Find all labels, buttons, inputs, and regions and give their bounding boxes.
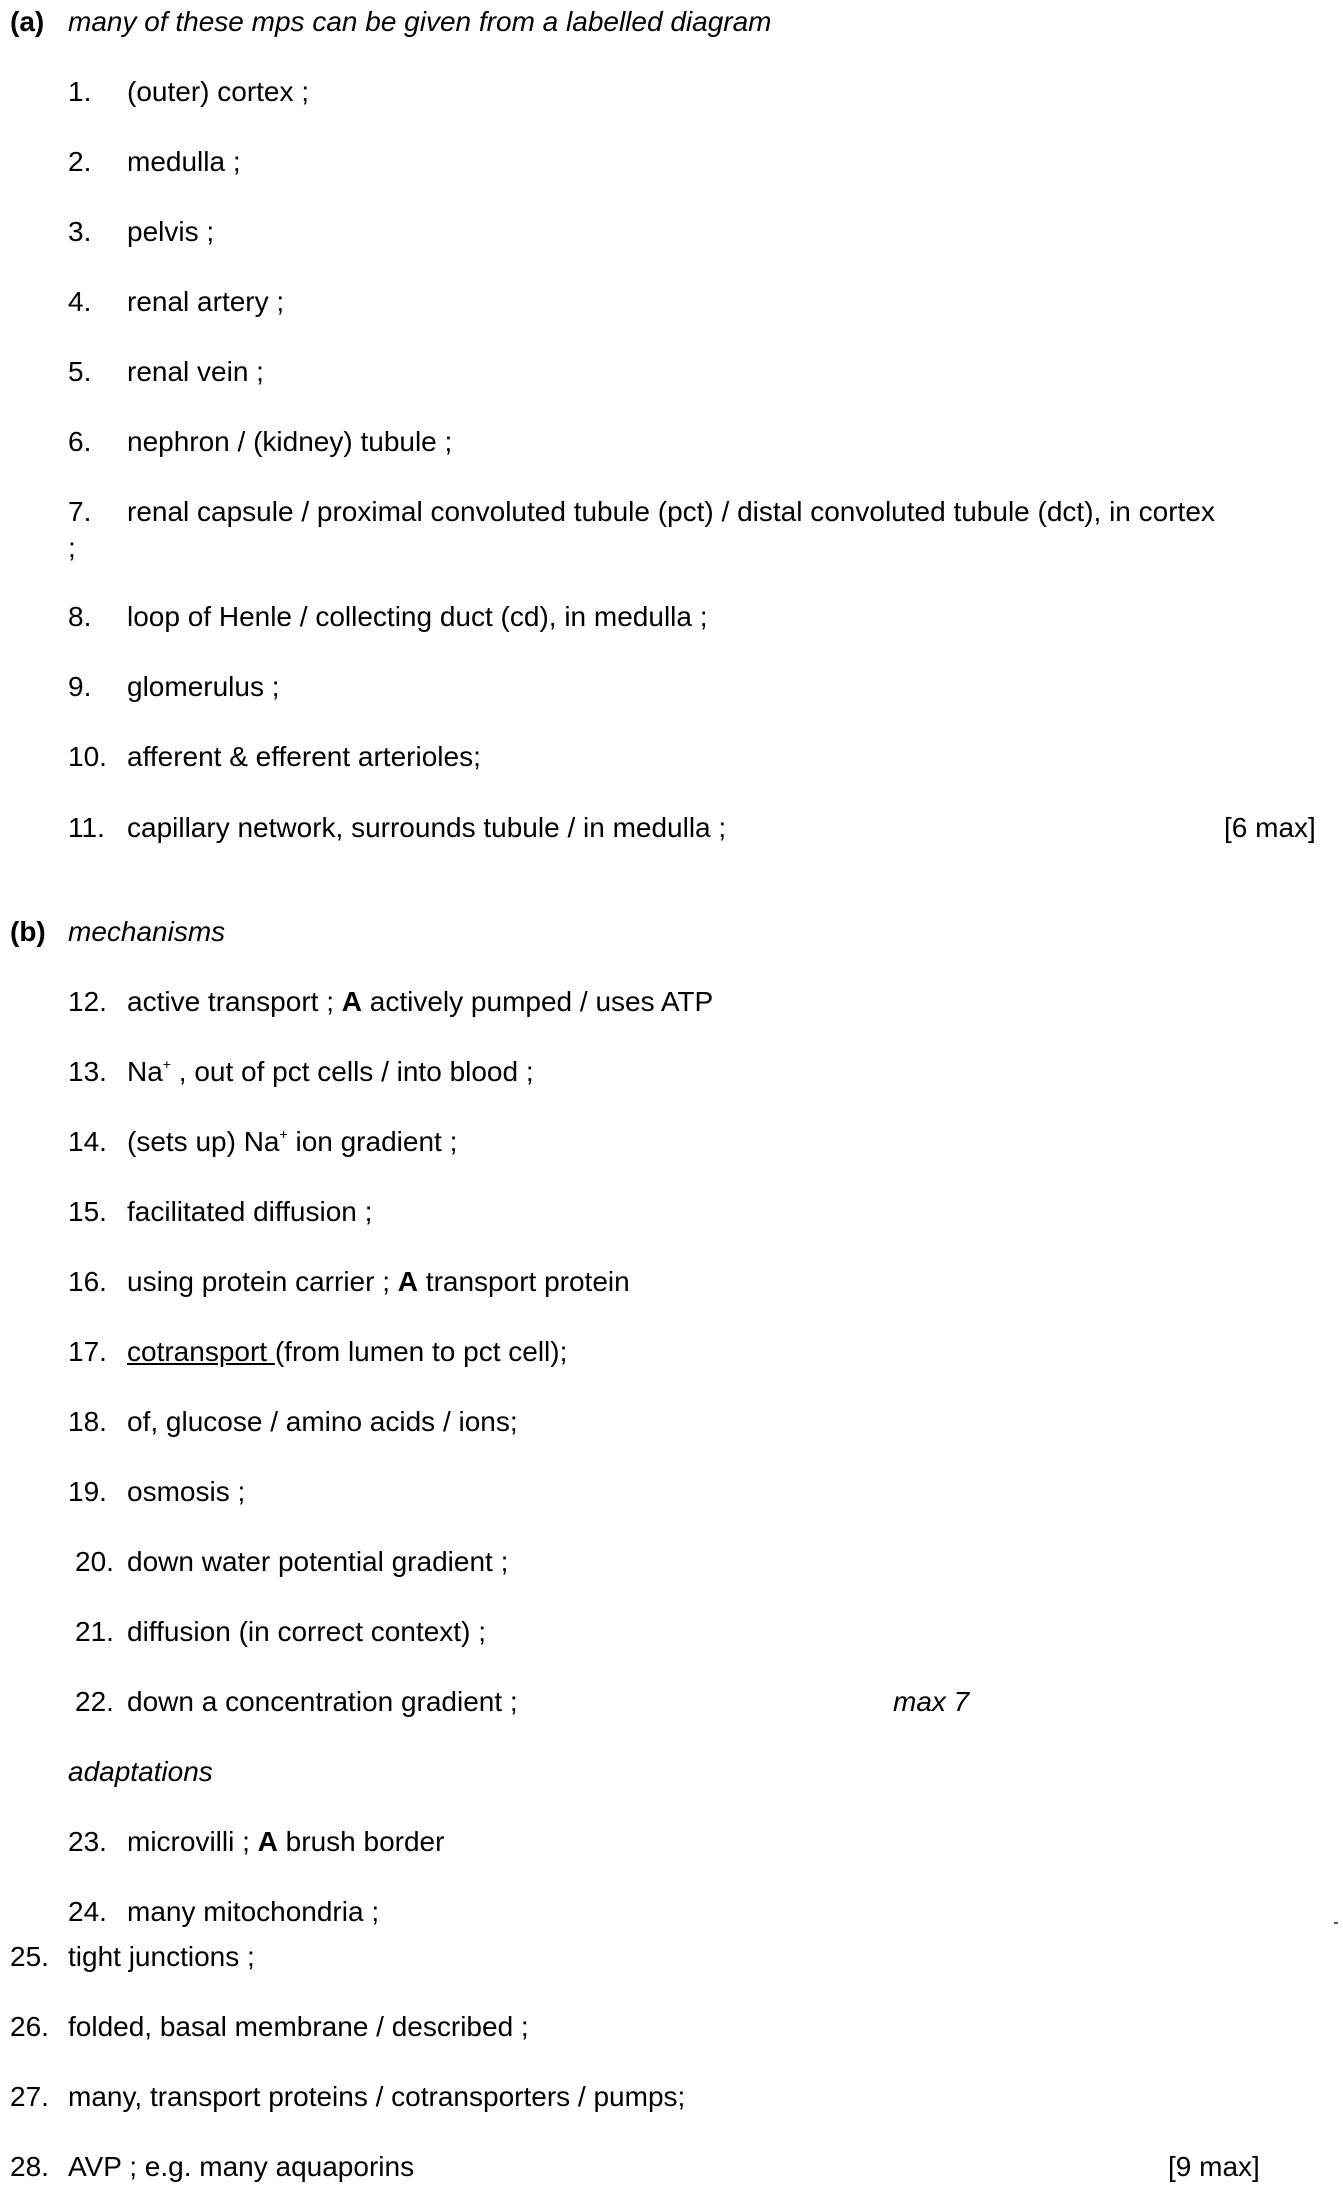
item-text: down water potential gradient ;: [127, 1546, 509, 1577]
part-b-max-mark: [9 max]: [1168, 2151, 1260, 2182]
item-text: (sets up) Na+ ion gradient ;: [127, 1126, 458, 1157]
item-number: 1.: [68, 76, 92, 107]
item-text: Na+ , out of pct cells / into blood ;: [127, 1056, 534, 1087]
item-number: 15.: [68, 1196, 107, 1227]
accept-marker: A: [397, 1266, 419, 1297]
item-number: 23.: [68, 1826, 107, 1857]
part-a-label: (a): [10, 6, 45, 37]
item-number: 6.: [68, 426, 92, 457]
accept-marker: A: [341, 986, 362, 1017]
item-number: 22.: [75, 1686, 114, 1717]
item-text: facilitated diffusion ;: [127, 1196, 373, 1227]
item-text: of, glucose / amino acids / ions;: [127, 1406, 518, 1437]
item-number: 14.: [68, 1126, 107, 1157]
item-text: cotransport (from lumen to pct cell);: [127, 1336, 568, 1367]
mechanisms-heading: mechanisms: [68, 916, 226, 947]
part-a-max-mark: [6 max]: [1224, 812, 1316, 843]
item-text: renal vein ;: [127, 356, 264, 387]
item-number: 7.: [68, 496, 92, 527]
superscript-charge: +: [279, 1126, 288, 1142]
item-text: glomerulus ;: [127, 671, 280, 702]
item-number: 17.: [68, 1336, 107, 1367]
item-number: 18.: [68, 1406, 107, 1437]
item-number: 25.: [10, 1941, 49, 1972]
item-text: many, transport proteins / cotransporters / pumps;: [68, 2081, 686, 2112]
item-number: 24.: [68, 1896, 107, 1927]
item-number: 3.: [68, 216, 92, 247]
item-text: (outer) cortex ;: [127, 76, 310, 107]
item-text: osmosis ;: [127, 1476, 246, 1507]
item-number: 26.: [10, 2011, 49, 2042]
item-text: folded, basal membrane / described ;: [68, 2011, 529, 2042]
part-a-heading: many of these mps can be given from a labelled diagram: [68, 6, 772, 37]
item-text: AVP ; e.g. many aquaporins: [68, 2151, 415, 2182]
item-number: 28.: [10, 2151, 49, 2182]
item-text: capillary network, surrounds tubule / in medulla ;: [127, 812, 727, 843]
item-text: tight junctions ;: [68, 1941, 255, 1972]
item-number: 2.: [68, 146, 92, 177]
item-number: 20.: [75, 1546, 114, 1577]
item-number: 4.: [68, 286, 92, 317]
item-number: 16.: [68, 1266, 107, 1297]
item-text: medulla ;: [127, 146, 241, 177]
item-number: 9.: [68, 671, 92, 702]
superscript-charge: +: [162, 1056, 171, 1072]
item-number: 8.: [68, 601, 92, 632]
item-number: 12.: [68, 986, 107, 1017]
item-text: using protein carrier ; A transport protein: [127, 1266, 630, 1297]
item-number: 10.: [68, 741, 107, 772]
underlined-term: cotransport: [127, 1336, 275, 1367]
item-number: 11.: [68, 812, 105, 843]
item-text: loop of Henle / collecting duct (cd), in medulla ;: [127, 601, 708, 632]
item-number: 21.: [75, 1616, 114, 1647]
item-text: renal capsule / proximal convoluted tubule (pct) / distal convoluted tubule (dct), in cortex: [127, 496, 1215, 527]
item-number: 19.: [68, 1476, 107, 1507]
item-number: 27.: [10, 2081, 49, 2112]
item-text-wrap: ;: [68, 532, 76, 563]
item-text: diffusion (in correct context) ;: [127, 1616, 486, 1647]
item-text: microvilli ; A brush border: [127, 1826, 445, 1857]
part-b-label: (b): [10, 916, 46, 947]
item-number: 5.: [68, 356, 92, 387]
item-text: renal artery ;: [127, 286, 285, 317]
mechanisms-max-mark: max 7: [893, 1686, 970, 1717]
adaptations-heading: adaptations: [68, 1756, 213, 1787]
item-number: 13.: [68, 1056, 107, 1087]
item-text: active transport ; A actively pumped / uses ATP: [127, 986, 714, 1017]
scan-speck: [1334, 1922, 1338, 1924]
item-text: many mitochondria ;: [127, 1896, 380, 1927]
item-text: nephron / (kidney) tubule ;: [127, 426, 453, 457]
item-text: afferent & efferent arterioles;: [127, 741, 481, 772]
accept-marker: A: [257, 1826, 278, 1857]
item-text: pelvis ;: [127, 216, 215, 247]
item-text: down a concentration gradient ;: [127, 1686, 518, 1717]
